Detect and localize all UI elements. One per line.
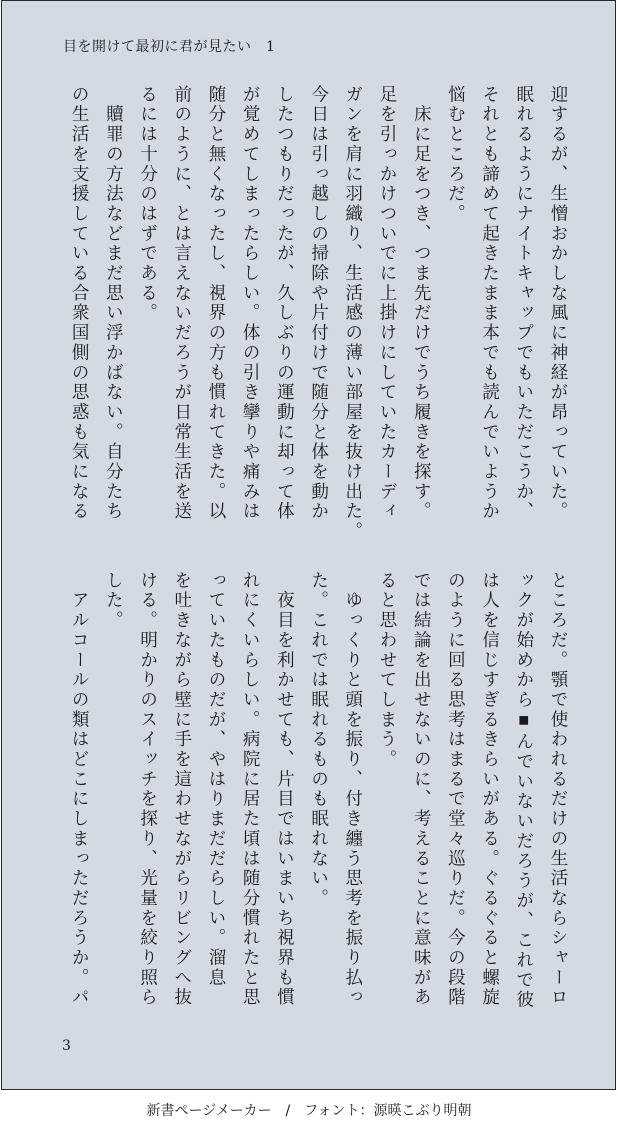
text-block-upper xyxy=(62,85,575,542)
text-line: 足を引っかけついでに上掛けにしていたカーディ xyxy=(376,85,397,522)
text-line: ックが始めから▪んでいないだろうが、これで彼 xyxy=(513,571,534,1011)
text-line: 床に足をつき、つま先だけでうち履きを探す。 xyxy=(411,85,432,522)
footer-credit xyxy=(0,1100,618,1120)
running-header xyxy=(63,36,275,56)
book-page xyxy=(1,0,616,1090)
text-line: 迎するが、生憎おかしな風に神経が昂っていた。 xyxy=(548,85,568,522)
text-line: アルコールの類はどこにしまっただろうか。パ xyxy=(69,571,90,1008)
text-block-lower xyxy=(62,571,575,1011)
text-line: ゆっくりと頭を振り、付き纏う思考を振り払っ xyxy=(342,571,363,1008)
text-line: 悩むところだ。 xyxy=(445,85,466,224)
text-line: 眠れるようにナイトキャップでもいただこうか、 xyxy=(513,85,534,522)
text-line: が覚めてしまったらしい。体の引き攣りや痛みは xyxy=(240,85,261,522)
book-title: 目を開けて最初に君が見たい xyxy=(63,39,252,55)
page-number: 3 xyxy=(62,1038,71,1054)
footer-separator: / xyxy=(285,1103,291,1119)
text-line: た。これでは眠れるものも眠れない。 xyxy=(308,571,329,909)
text-line: 随分と無くなったし、視界の方も慣れてきた。以 xyxy=(205,85,226,522)
section-number: 1 xyxy=(266,39,276,55)
text-line: のように回る思考はまるで堂々巡りだ。今の段階 xyxy=(445,571,466,1008)
text-line: したつもりだったが、久しぶりの運動に却って体 xyxy=(274,85,295,522)
text-line: 今日は引っ越しの掃除や片付けで随分と体を動か xyxy=(308,85,329,522)
text-line: の生活を支援している合衆国側の思惑も気になる xyxy=(69,85,90,522)
text-line: るには十分のはずである。 xyxy=(137,85,158,324)
text-line: ガンを肩に羽織り、生活感の薄い部屋を抜け出た。 xyxy=(342,85,363,542)
font-credit: フォント：源暎こぶり明朝 xyxy=(304,1103,472,1119)
text-line: を吐きながら壁に手を這わせながらリビングへ抜 xyxy=(171,571,192,1008)
maker-name: 新書ページメーカー xyxy=(146,1103,272,1119)
text-line: それとも諦めて起きたまま本でも読んでいようか xyxy=(479,85,500,522)
text-line: ところだ。顎で使われるだけの生活ならシャーロ xyxy=(548,571,568,1008)
text-line: っていたものだが、やはりまだだらしい。溜息 xyxy=(205,571,226,988)
text-line: した。 xyxy=(103,571,124,631)
text-line: ると思わせてしまう。 xyxy=(376,571,397,770)
text-line: は人を信じすぎるきらいがある。ぐるぐると螺旋 xyxy=(479,571,500,1008)
text-line: 贖罪の方法などまだ思い浮かばない。自分たち xyxy=(103,85,124,522)
text-line: ける。明かりのスイッチを探り、光量を絞り照ら xyxy=(137,571,158,1008)
text-line: れにくいらしい。病院に居た頃は随分慣れたと思 xyxy=(240,571,261,1008)
text-line: 夜目を利かせても、片目ではいまいち視界も慣 xyxy=(274,571,295,1008)
text-line: では結論を出せないのに、考えることに意味があ xyxy=(411,571,432,1008)
text-line: 前のように、とは言えないだろうが日常生活を送 xyxy=(171,85,192,522)
